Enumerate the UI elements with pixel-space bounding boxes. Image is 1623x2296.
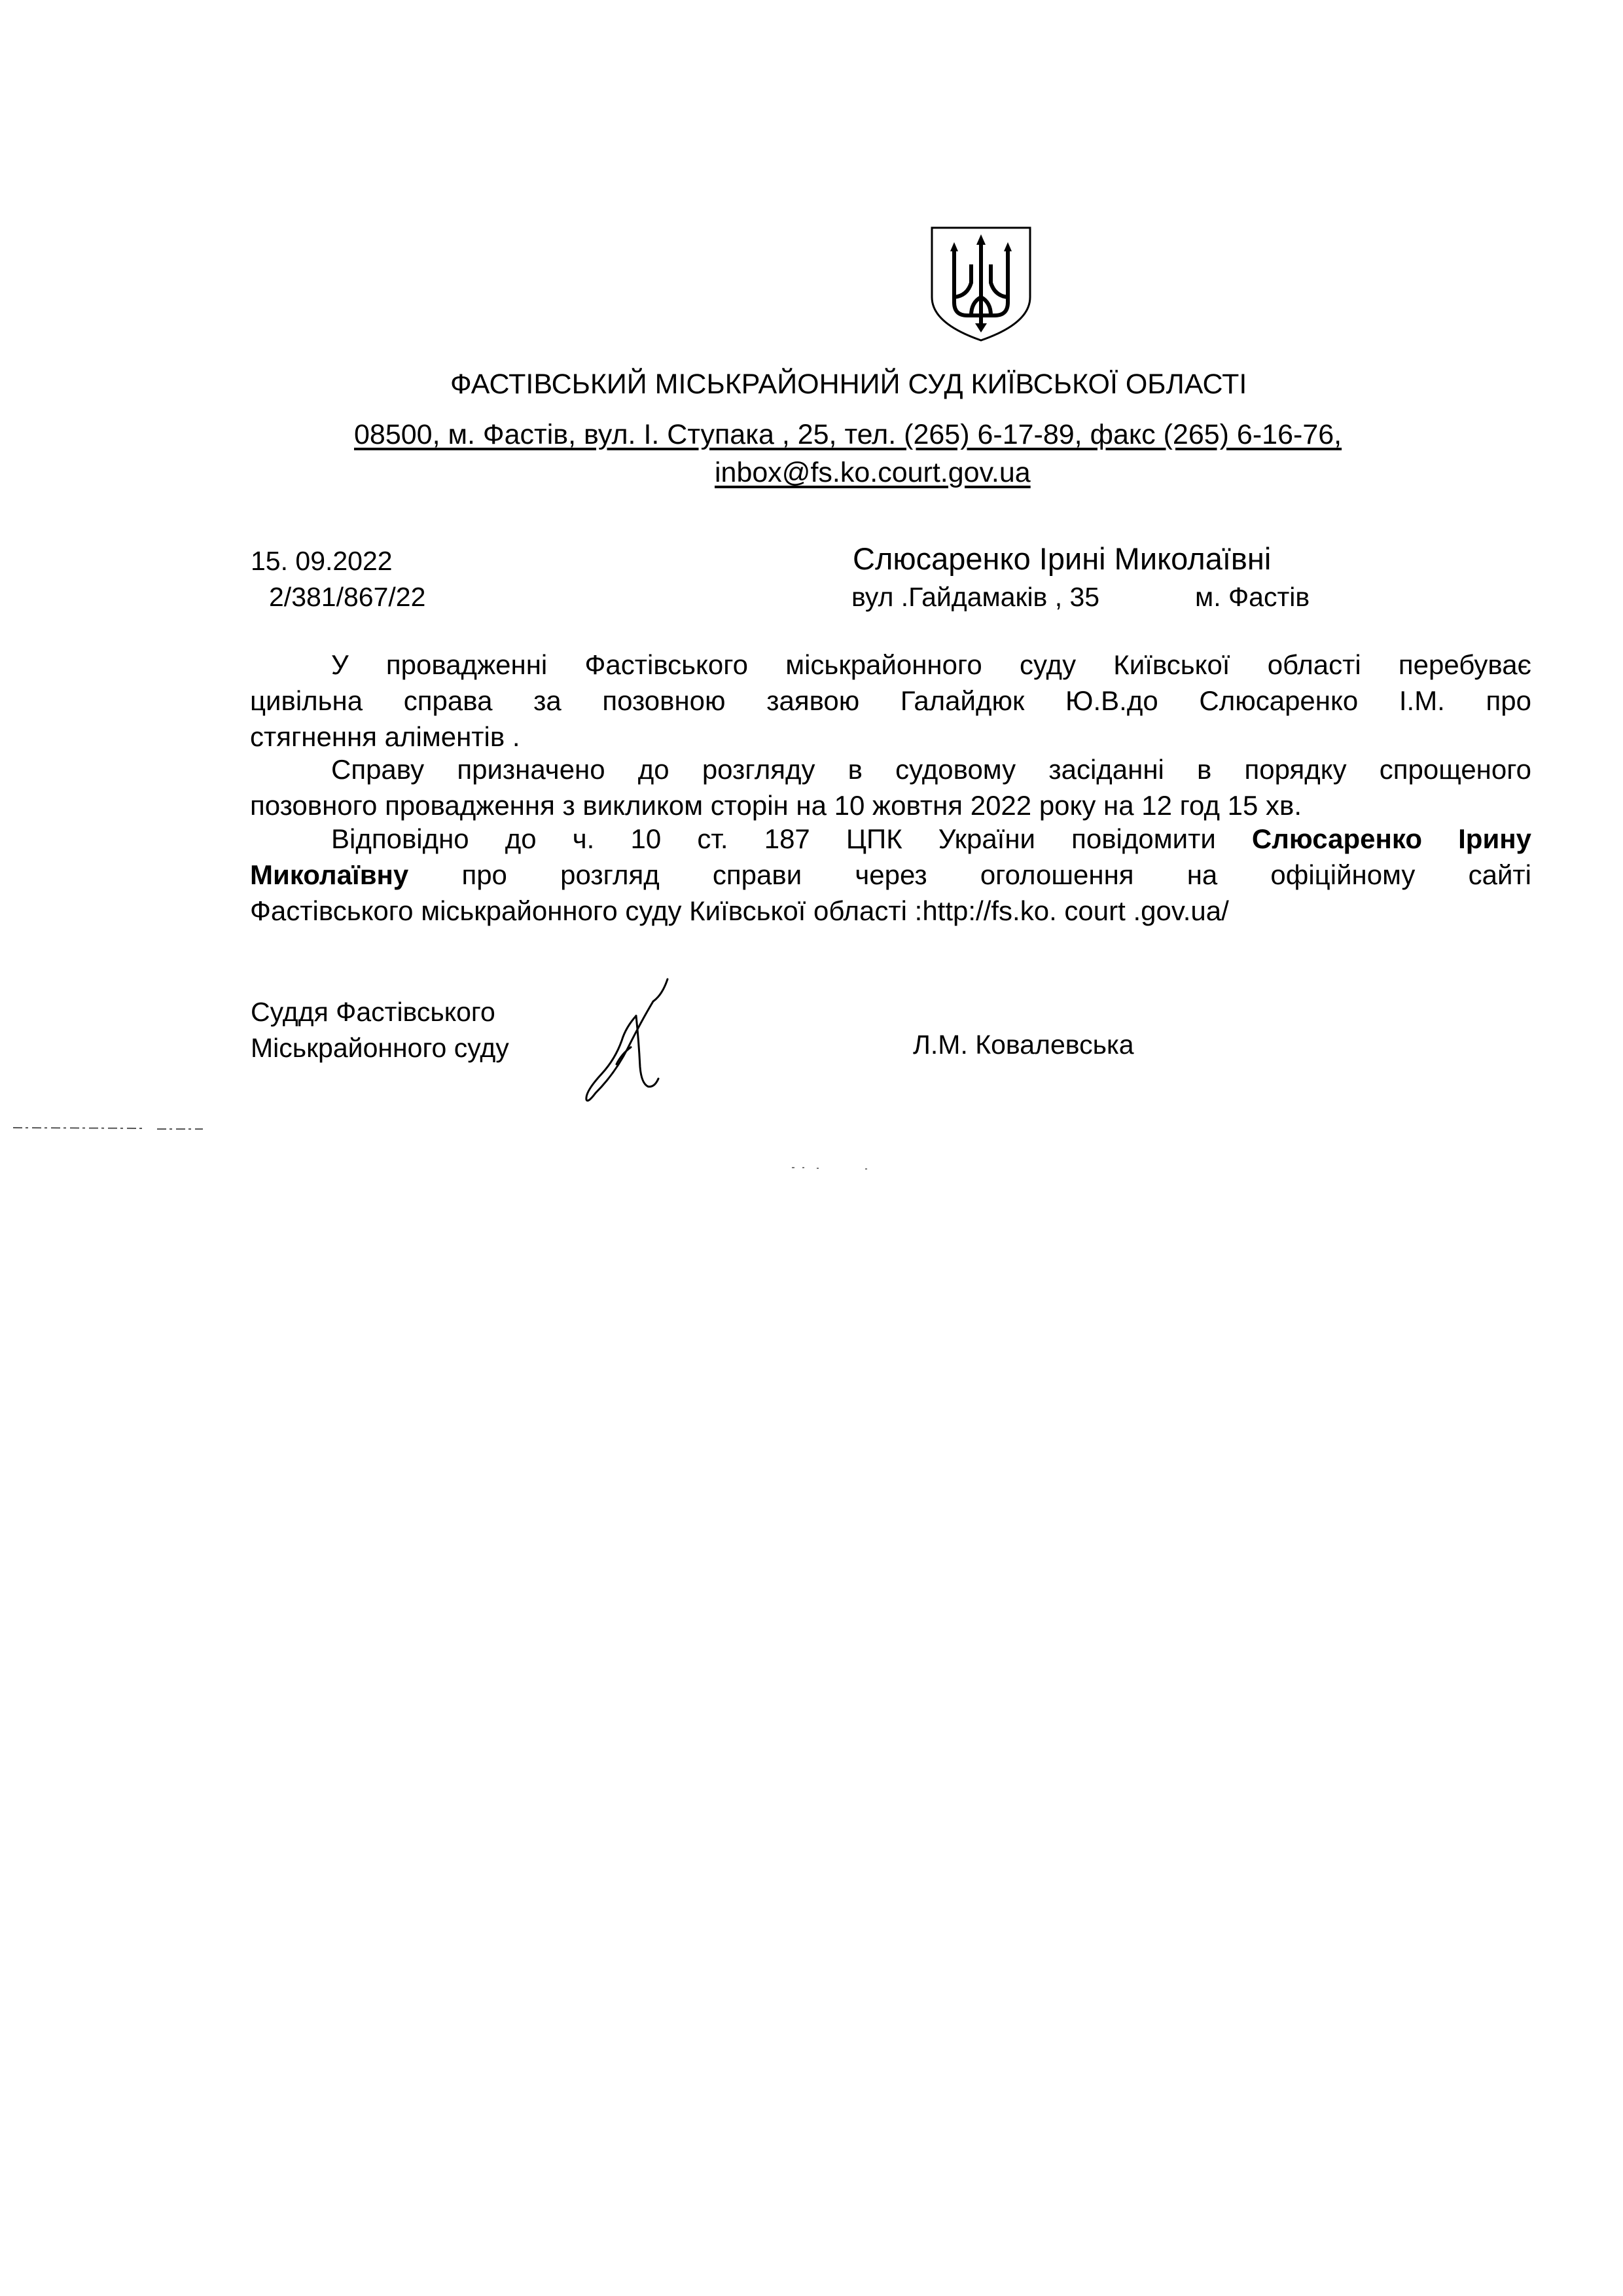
recipient-name: Слюсаренко Ірині Миколаївні bbox=[853, 541, 1272, 576]
court-address: 08500, м. Фастів, вул. І. Ступака , 25, тел. (265) 6-17-89, факс (265) 6-16-76, bbox=[354, 419, 1342, 450]
recipient-city: м. Фастів bbox=[1195, 582, 1310, 612]
paragraph-line: цивільна справа за позовною заявою Галайдюк Ю.В.до Слюсаренко І.М. про bbox=[250, 685, 1531, 716]
notice-paragraph-3 bbox=[250, 821, 1531, 929]
coat-of-arms-emblem bbox=[928, 225, 1034, 343]
case-reference: 2/381/867/22 bbox=[269, 582, 426, 612]
paragraph-line: Справу призначено до розгляду в судовому засіданні в порядку спрощеного bbox=[331, 754, 1531, 785]
paragraph-line: позовного провадження з викликом сторін на 10 жовтня 2022 року на 12 год 15 хв. bbox=[250, 790, 1302, 821]
judge-name: Л.М. Ковалевська bbox=[913, 1030, 1134, 1060]
paragraph-text: Відповідно до ч. 10 ст. 187 ЦПК України повідомити bbox=[331, 823, 1252, 854]
paragraph-line: У провадженні Фастівського міськрайонного суду Київської області перебуває bbox=[331, 649, 1531, 680]
recipient-name-bold: Слюсаренко Ірину bbox=[1251, 823, 1531, 854]
paragraph-line bbox=[250, 821, 1531, 857]
recipient-patronymic-bold: Миколаївну bbox=[250, 859, 409, 890]
scan-artifact-marks bbox=[13, 1122, 877, 1175]
handwritten-signature bbox=[576, 975, 681, 1113]
judge-title-line-1: Суддя Фастівського bbox=[251, 997, 495, 1027]
court-name: ФАСТІВСЬКИЙ МІСЬКРАЙОННИЙ СУД КИЇВСЬКОЇ ОБЛАСТІ bbox=[450, 368, 1247, 400]
paragraph-line: Фастівського міськрайонного суду Київської області :http://fs.ko. court .gov.ua/ bbox=[250, 895, 1229, 926]
paragraph-text: про розгляд справи через оголошення на офіційному сайті bbox=[408, 859, 1531, 890]
letter-date: 15. 09.2022 bbox=[251, 546, 393, 576]
judge-title-line-2: Міськрайонного суду bbox=[251, 1033, 509, 1063]
recipient-street: вул .Гайдамаків , 35 bbox=[851, 582, 1100, 612]
notice-paragraph-1 bbox=[250, 647, 1531, 755]
paragraph-line: стягнення аліментів . bbox=[250, 721, 520, 752]
paragraph-line bbox=[250, 857, 1531, 893]
court-email: inbox@fs.ko.court.gov.ua bbox=[715, 457, 1031, 488]
notice-paragraph-2 bbox=[250, 751, 1531, 823]
